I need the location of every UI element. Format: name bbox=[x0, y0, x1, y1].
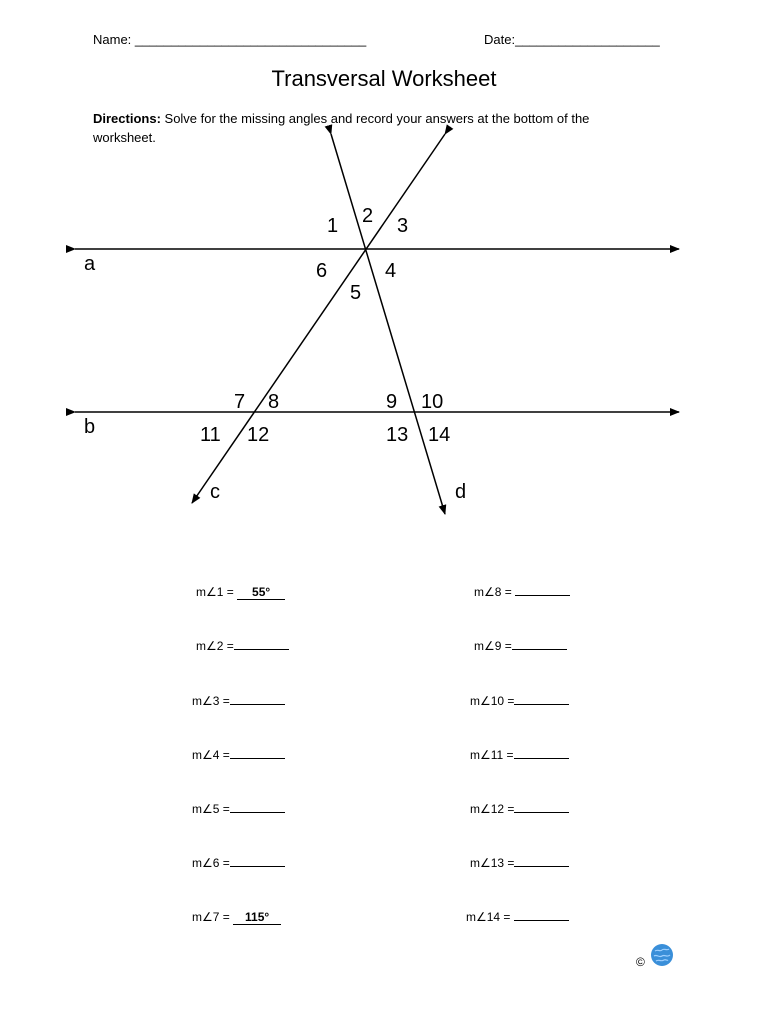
answer-value-5[interactable] bbox=[230, 812, 285, 813]
angle-label-6: 6 bbox=[316, 260, 328, 282]
angle-label-9: 9 bbox=[386, 391, 398, 413]
answer-label-5: m∠5 = bbox=[192, 802, 230, 816]
angle-label-8: 8 bbox=[268, 391, 280, 413]
answer-label-2: m∠2 = bbox=[196, 639, 234, 653]
answer-label-3: m∠3 = bbox=[192, 694, 230, 708]
answer-6 bbox=[192, 856, 285, 870]
answer-label-10: m∠10 = bbox=[470, 694, 515, 708]
answer-value-1[interactable]: 55° bbox=[237, 586, 285, 600]
answer-label-11: m∠11 = bbox=[470, 748, 514, 762]
angle-label-10: 10 bbox=[421, 391, 444, 413]
copyright-mark: © bbox=[636, 955, 645, 969]
answer-label-9: m∠9 = bbox=[474, 639, 512, 653]
angle-label-2: 2 bbox=[362, 205, 374, 227]
answer-label-4: m∠4 = bbox=[192, 748, 230, 762]
answer-value-6[interactable] bbox=[230, 866, 285, 867]
answer-label-8: m∠8 = bbox=[474, 585, 516, 599]
answer-value-4[interactable] bbox=[230, 758, 285, 759]
answer-8 bbox=[474, 585, 570, 599]
angle-label-11: 11 bbox=[200, 424, 221, 446]
answer-value-3[interactable] bbox=[230, 704, 285, 705]
answer-label-7: m∠7 = bbox=[192, 910, 234, 924]
directions-text: Solve for the missing angles and record your answers at the bottom of the worksheet. bbox=[93, 111, 590, 145]
answer-5 bbox=[192, 802, 285, 816]
answer-label-1: m∠1 = bbox=[196, 585, 238, 599]
answer-value-13[interactable] bbox=[514, 866, 569, 867]
answer-3 bbox=[192, 694, 285, 708]
answer-label-14: m∠14 = bbox=[466, 910, 514, 924]
answer-13 bbox=[470, 856, 569, 870]
answer-value-12[interactable] bbox=[514, 812, 569, 813]
line-d bbox=[331, 134, 445, 514]
answer-7 bbox=[192, 910, 281, 925]
angle-label-3: 3 bbox=[397, 215, 409, 237]
name-blank[interactable]: ________________________________ bbox=[134, 32, 367, 47]
angle-label-5: 5 bbox=[350, 282, 362, 304]
name-label: Name: bbox=[93, 32, 132, 47]
answer-2 bbox=[196, 639, 289, 653]
date-label: Date: bbox=[484, 32, 516, 47]
date-blank[interactable]: ____________________ bbox=[515, 32, 660, 47]
angle-label-13: 13 bbox=[386, 424, 409, 446]
answer-1 bbox=[196, 585, 285, 600]
directions-label: Directions: bbox=[93, 111, 161, 126]
answer-11 bbox=[470, 748, 569, 762]
answer-9 bbox=[474, 639, 567, 653]
answer-value-14[interactable] bbox=[514, 920, 569, 921]
answer-value-9[interactable] bbox=[512, 649, 567, 650]
angle-label-12: 12 bbox=[247, 424, 270, 446]
answer-value-10[interactable] bbox=[514, 704, 569, 705]
answer-4 bbox=[192, 748, 285, 762]
globe-icon bbox=[650, 943, 674, 967]
angle-label-14: 14 bbox=[428, 424, 451, 446]
angle-label-4: 4 bbox=[385, 260, 397, 282]
page-title: Transversal Worksheet bbox=[271, 66, 497, 91]
answer-value-11[interactable] bbox=[514, 758, 569, 759]
angle-label-1: 1 bbox=[327, 215, 339, 237]
line-label-c: c bbox=[210, 481, 220, 503]
answer-value-2[interactable] bbox=[234, 649, 289, 650]
answer-label-6: m∠6 = bbox=[192, 856, 230, 870]
answer-12 bbox=[470, 802, 569, 816]
answer-14 bbox=[466, 910, 569, 924]
line-label-d: d bbox=[455, 481, 467, 503]
answer-value-8[interactable] bbox=[515, 595, 570, 596]
answer-value-7[interactable]: 115° bbox=[233, 911, 281, 925]
answer-10 bbox=[470, 694, 569, 708]
line-label-b: b bbox=[84, 416, 96, 438]
angle-label-7: 7 bbox=[234, 391, 246, 413]
answer-label-12: m∠12 = bbox=[470, 802, 515, 816]
line-c bbox=[192, 134, 445, 503]
line-label-a: a bbox=[84, 253, 96, 275]
answer-label-13: m∠13 = bbox=[470, 856, 515, 870]
